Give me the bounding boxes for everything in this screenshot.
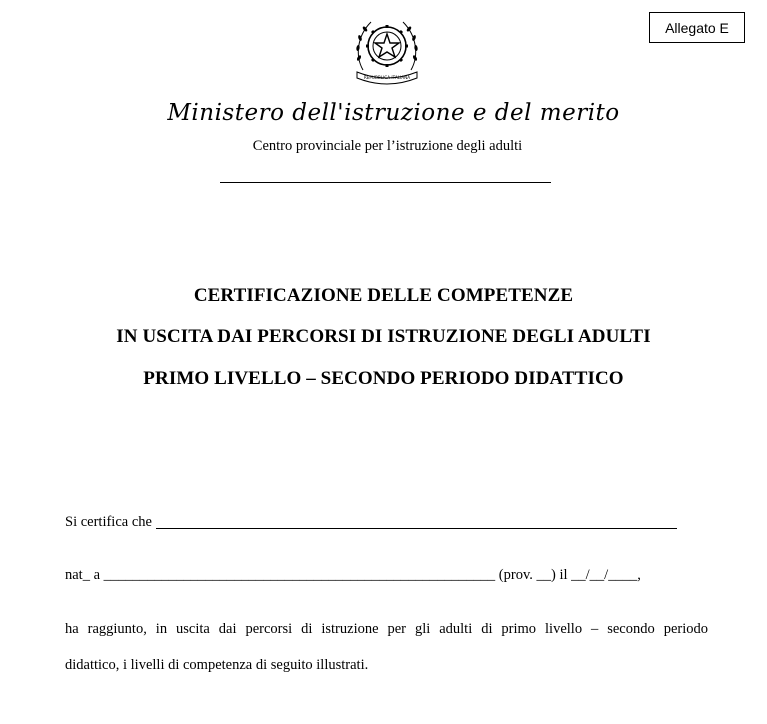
document-title-line-1: CERTIFICAZIONE DELLE COMPETENZE bbox=[193, 285, 574, 306]
header-divider bbox=[220, 182, 551, 183]
document-title-line-3: PRIMO LIVELLO – SECONDO PERIODO DIDATTICO bbox=[143, 368, 624, 389]
italian-republic-emblem-icon bbox=[349, 12, 425, 86]
birth-line bbox=[65, 567, 641, 584]
achievement-statement: ha raggiunto, in uscita dai percorsi di istruzione per gli adulti di primo livello – secondo periodo bbox=[65, 621, 708, 637]
birthplace-blank-field[interactable]: ______________________________________________________ bbox=[103, 567, 496, 583]
name-blank-field[interactable] bbox=[156, 528, 677, 529]
achievement-statement-end: didattico, i livelli di competenza di seguito illustrati. bbox=[65, 657, 369, 673]
emblem-ribbon-text: REPUBBLICA ITALIANA bbox=[363, 75, 411, 80]
born-label: nat_ a bbox=[65, 567, 101, 583]
attachment-label: Allegato E bbox=[649, 12, 745, 43]
document-title-line-2: IN USCITA DAI PERCORSI DI ISTRUZIONE DEGLI ADULTI bbox=[116, 326, 651, 347]
certify-label: Si certifica che bbox=[65, 514, 152, 530]
ministry-name: Ministero dell'istruzione e del merito bbox=[167, 100, 620, 126]
province-date-blank[interactable]: (prov. __) il __/__/____, bbox=[498, 567, 641, 583]
center-name: Centro provinciale per l’istruzione degli adulti bbox=[252, 138, 523, 154]
